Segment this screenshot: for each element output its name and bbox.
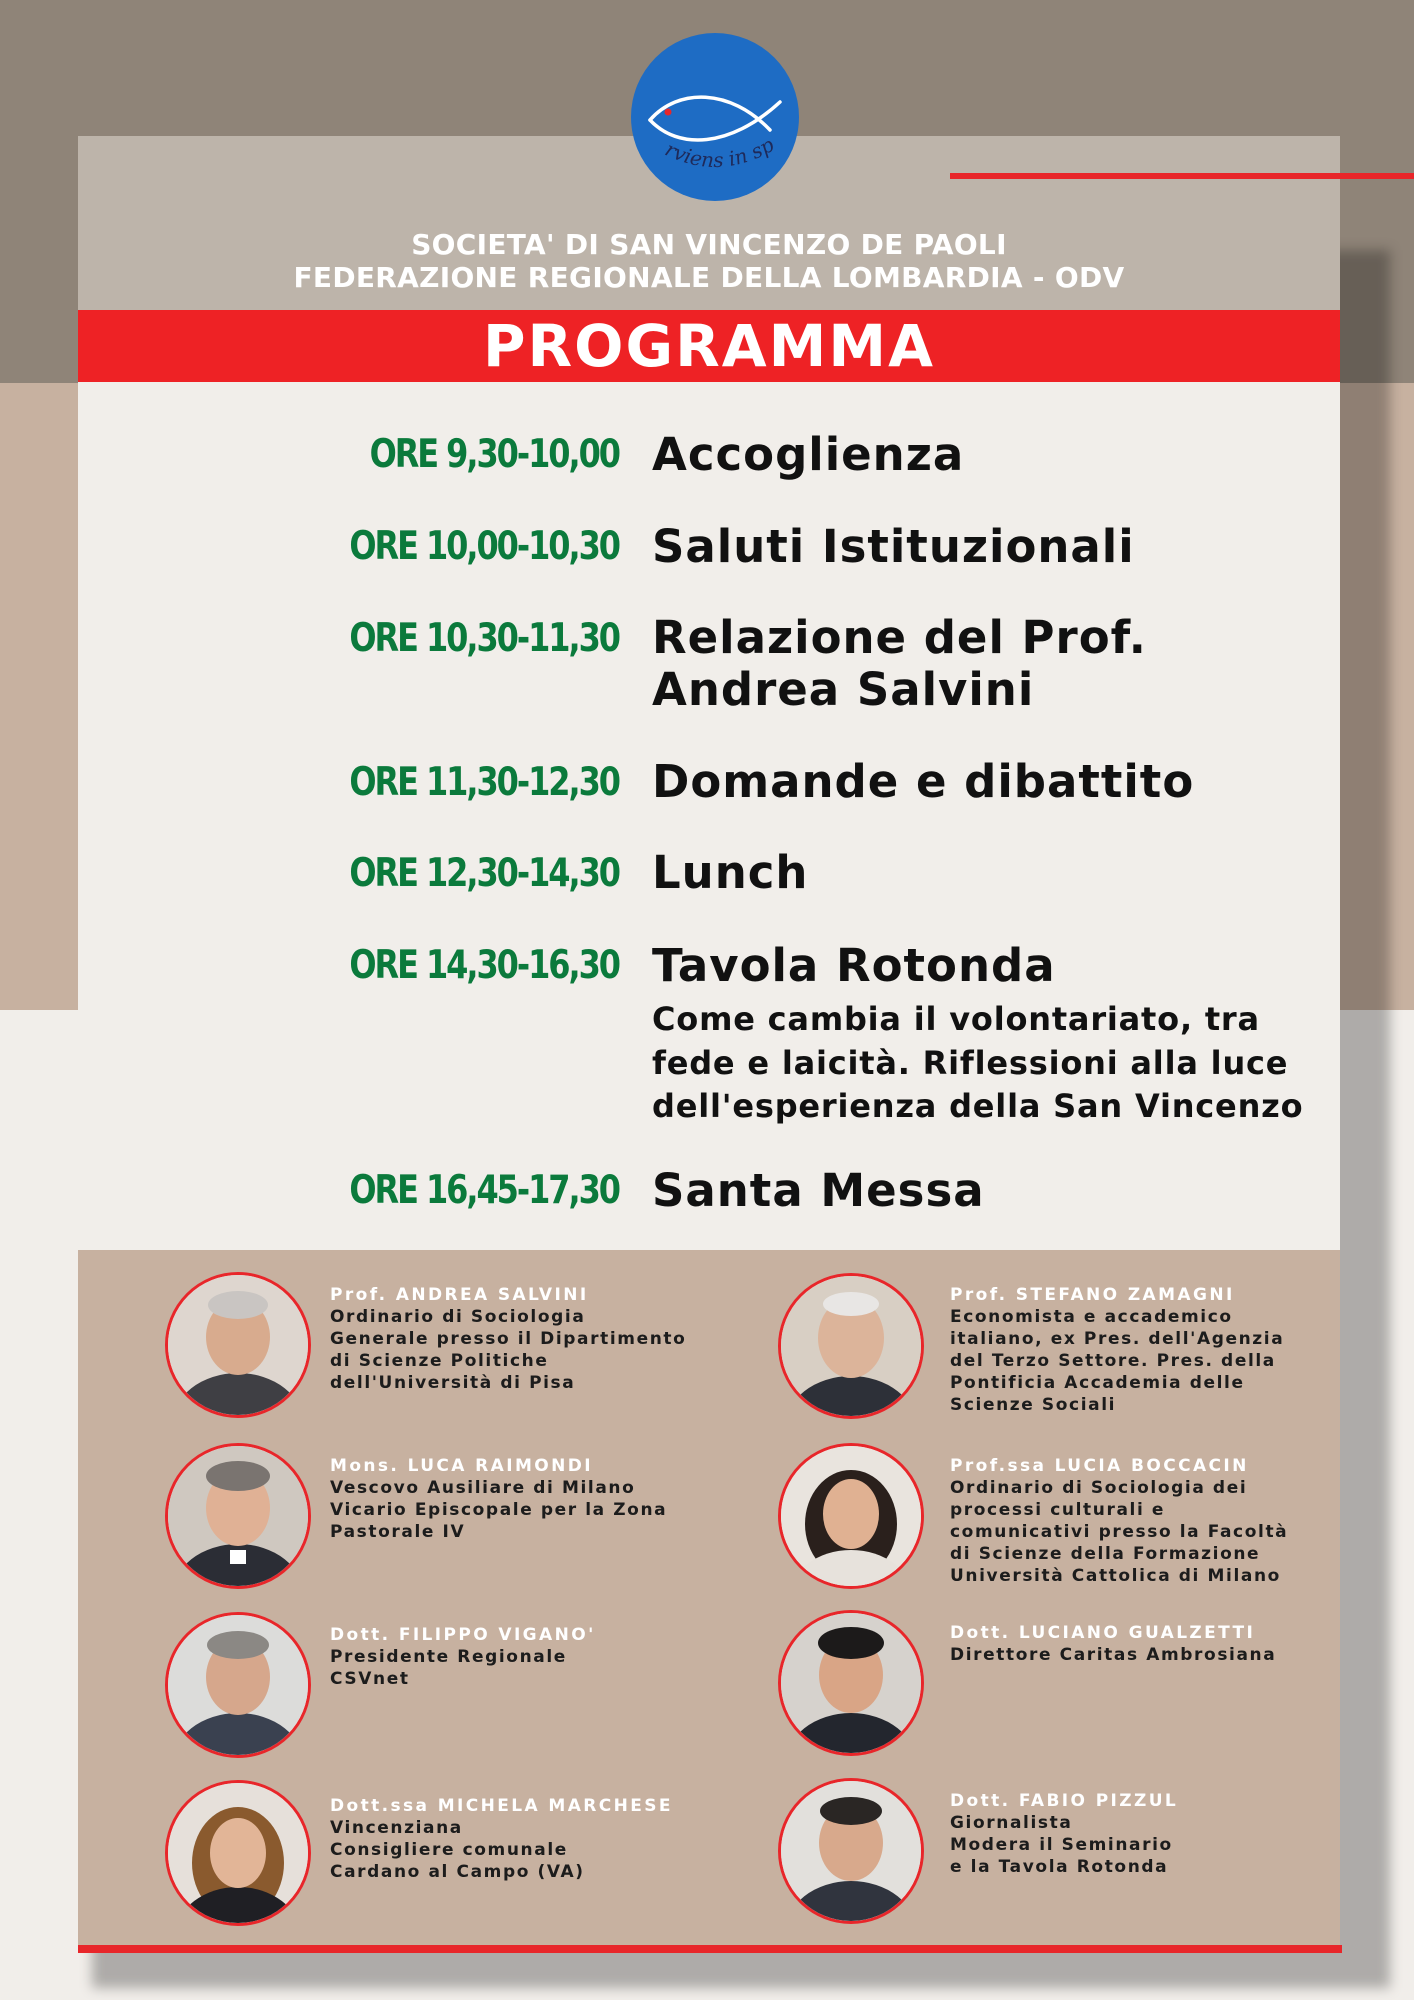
logo [630, 32, 800, 202]
schedule-activity: Tavola Rotonda [652, 939, 1056, 992]
decorative-red-line [950, 173, 1414, 179]
speaker-photo [778, 1778, 924, 1924]
speaker-photo [165, 1272, 311, 1418]
schedule-activity: Accoglienza [652, 428, 965, 481]
schedule-activity: Andrea Salvini [652, 663, 1035, 716]
organization-line-1: SOCIETA' DI SAN VINCENZO DE PAOLI [411, 228, 1007, 261]
speaker-description: Vincenziana Consigliere comunale Cardano al Campo (VA) [330, 1818, 585, 1882]
speaker-photo [165, 1443, 311, 1589]
speaker-name: Dott. FABIO PIZZUL [950, 1791, 1179, 1811]
speaker-photo [165, 1780, 311, 1926]
schedule-time: ORE 9,30-10,00 [369, 432, 619, 477]
schedule-time: ORE 16,45-17,30 [349, 1168, 619, 1213]
speaker-photo [165, 1612, 311, 1758]
schedule-detail: fede e laicità. Riflessioni alla luce [652, 1044, 1289, 1082]
schedule-activity: Domande e dibattito [652, 755, 1195, 808]
speaker-name: Prof. STEFANO ZAMAGNI [950, 1285, 1235, 1305]
speaker-photo [778, 1443, 924, 1589]
speaker-name: Dott. FILIPPO VIGANO' [330, 1625, 596, 1645]
schedule-activity: Lunch [652, 846, 809, 899]
schedule-time: ORE 14,30-16,30 [349, 943, 619, 988]
speaker-photo [778, 1273, 924, 1419]
schedule-time: ORE 10,00-10,30 [349, 524, 619, 569]
speaker-name: Mons. LUCA RAIMONDI [330, 1456, 593, 1476]
schedule-time: ORE 10,30-11,30 [349, 616, 619, 661]
schedule-time: ORE 11,30-12,30 [349, 760, 619, 805]
schedule-activity: Santa Messa [652, 1164, 985, 1217]
speaker-description: Vescovo Ausiliare di Milano Vicario Episcopale per la Zona Pastorale IV [330, 1478, 668, 1542]
organization-line-2: FEDERAZIONE REGIONALE DELLA LOMBARDIA - ODV [293, 261, 1125, 294]
schedule-detail: Come cambia il volontariato, tra [652, 1000, 1260, 1038]
program-title: PROGRAMMA [78, 310, 1340, 382]
speaker-name: Prof.ssa LUCIA BOCCACIN [950, 1456, 1249, 1476]
speaker-description: Economista e accademico italiano, ex Pres. dell'Agenzia del Terzo Settore. Pres. della Pontificia Accademia delle Scienze Sociali [950, 1307, 1285, 1415]
schedule-detail: dell'esperienza della San Vincenzo [652, 1087, 1304, 1125]
schedule-time: ORE 12,30-14,30 [349, 851, 619, 896]
bottom-red-line [78, 1945, 1342, 1953]
speaker-name: Prof. ANDREA SALVINI [330, 1285, 589, 1305]
speaker-description: Ordinario di Sociologia Generale presso il Dipartimento di Scienze Politiche dell'Università di Pisa [330, 1307, 687, 1393]
schedule-activity: Saluti Istituzionali [652, 520, 1135, 573]
speaker-name: Dott.ssa MICHELA MARCHESE [330, 1796, 673, 1816]
speaker-description: Presidente Regionale CSVnet [330, 1647, 567, 1689]
schedule-activity: Relazione del Prof. [652, 611, 1147, 664]
speaker-description: Ordinario di Sociologia dei processi culturali e comunicativi presso la Facoltà di Scienze della Formazione Università Cattolica di Milano [950, 1478, 1289, 1586]
speaker-name: Dott. LUCIANO GUALZETTI [950, 1623, 1256, 1643]
logo-motto: rviens in sp [661, 132, 778, 173]
speaker-description: Direttore Caritas Ambrosiana [950, 1645, 1277, 1665]
organization-name [78, 228, 1340, 294]
speaker-description: Giornalista Modera il Seminario e la Tavola Rotonda [950, 1813, 1173, 1877]
speaker-photo [778, 1610, 924, 1756]
